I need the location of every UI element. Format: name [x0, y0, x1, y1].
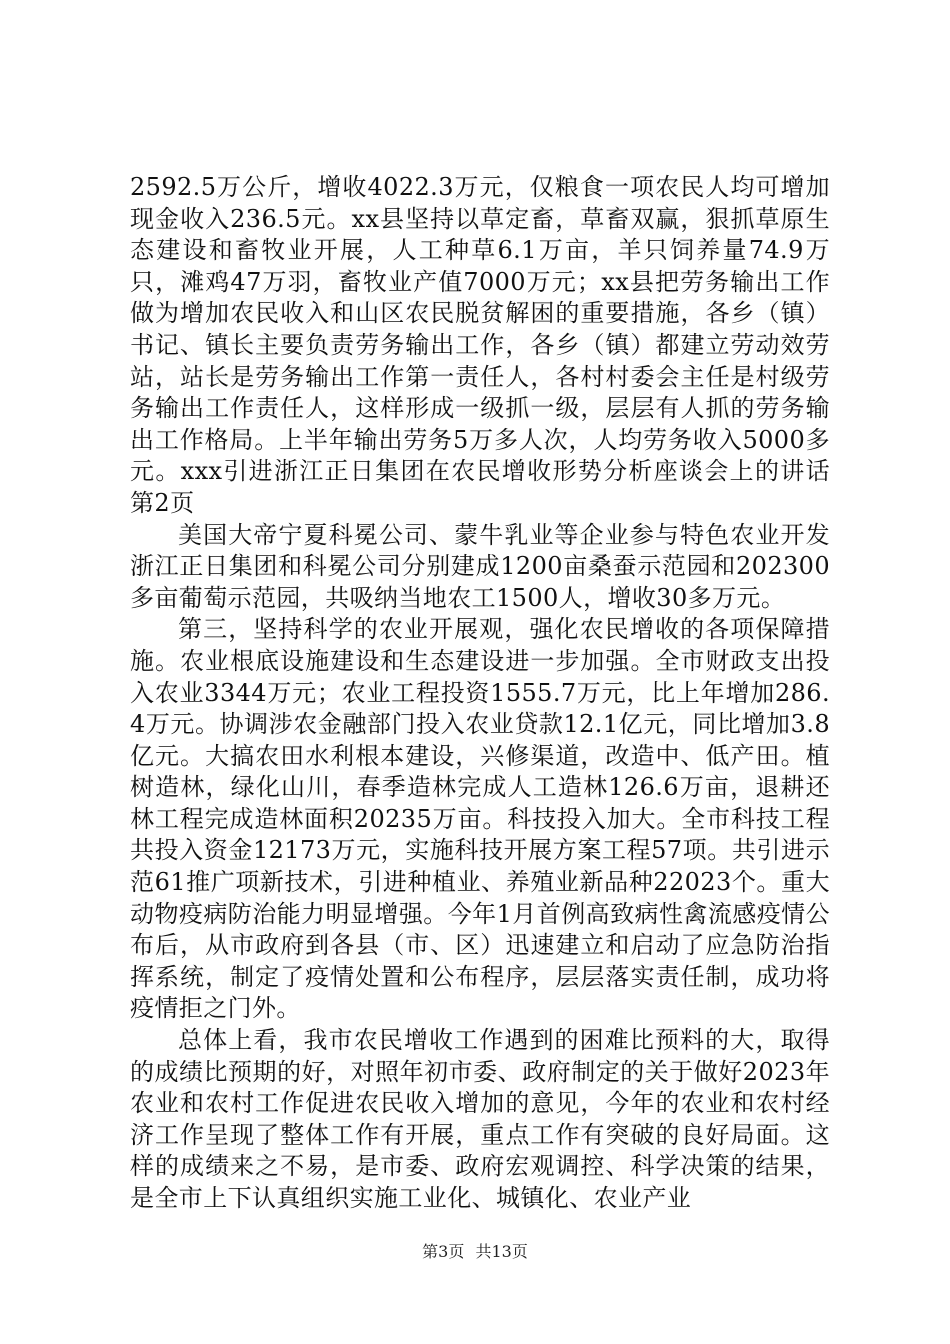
page-total: 共13页: [475, 1242, 528, 1261]
paragraph-2: 美国大帝宁夏科冕公司、蒙牛乳业等企业参与特色农业开发浙江正日集团和科冕公司分别建成1200亩桑蚕示范园和202300多亩葡萄示范园，共吸纳当地农工1500人，增收30多万元。: [130, 520, 830, 612]
page-number: 第3页: [422, 1242, 465, 1261]
paragraph-1: 2592.5万公斤，增收4022.3万元，仅粮食一项农民人均可增加现金收入236.5元。xx县坚持以草定畜，草畜双赢，狠抓草原生态建设和畜牧业开展，人工种草6.1万亩，羊只饲养量74.9万只，滩鸡47万羽，畜牧业产值7000万元；xx县把劳务输出工作做为增加农民收入和山区农民脱贫解困的重要措施，各乡（镇）书记、镇长主要负责劳务输出工作，各乡（镇）都建立劳动效劳站，站长是劳务输出工作第一责任人，各村村委会主任是村级劳务输出工作责任人，这样形成一级抓一级，层层有人抓的劳务输出工作格局。上半年输出劳务5万多人次，人均劳务收入5000多元。xxx引进浙江正日集团在农民增收形势分析座谈会上的讲话第2页: [130, 173, 830, 517]
paragraph-3: 第三，坚持科学的农业开展观，强化农民增收的各项保障措施。农业根底设施建设和生态建设进一步加强。全市财政支出投入农业3344万元；农业工程投资1555.7万元，比上年增加286.4万元。协调涉农金融部门投入农业贷款12.1亿元，同比增加3.8亿元。大搞农田水利根本建设，兴修渠道，改造中、低产田。植树造林，绿化山川，春季造林完成人工造林126.6万亩，退耕还林工程完成造林面积20235万亩。科技投入加大。全市科技工程共投入资金12173万元，实施科技开展方案工程57项。共引进示范61推广项新技术，引进种植业、养殖业新品种22023个。重大动物疫病防治能力明显增强。今年1月首例高致病性禽流感疫情公布后，从市政府到各县（市、区）迅速建立和启动了应急防治指挥系统，制定了疫情处置和公布程序，层层落实责任制，成功将疫情拒之门外。: [130, 615, 830, 1023]
paragraph-4: 总体上看，我市农民增收工作遇到的困难比预料的大，取得的成绩比预期的好，对照年初市委、政府制定的关于做好2023年农业和农村工作促进农民收入增加的意见，今年的农业和农村经济工作呈现了整体工作有开展，重点工作有突破的良好局面。这样的成绩来之不易，是市委、政府宏观调控、科学决策的结果，是全市上下认真组织实施工业化、城镇化、农业产业: [130, 1026, 830, 1212]
page-footer: [0, 1242, 950, 1262]
document-body: [130, 172, 830, 1215]
